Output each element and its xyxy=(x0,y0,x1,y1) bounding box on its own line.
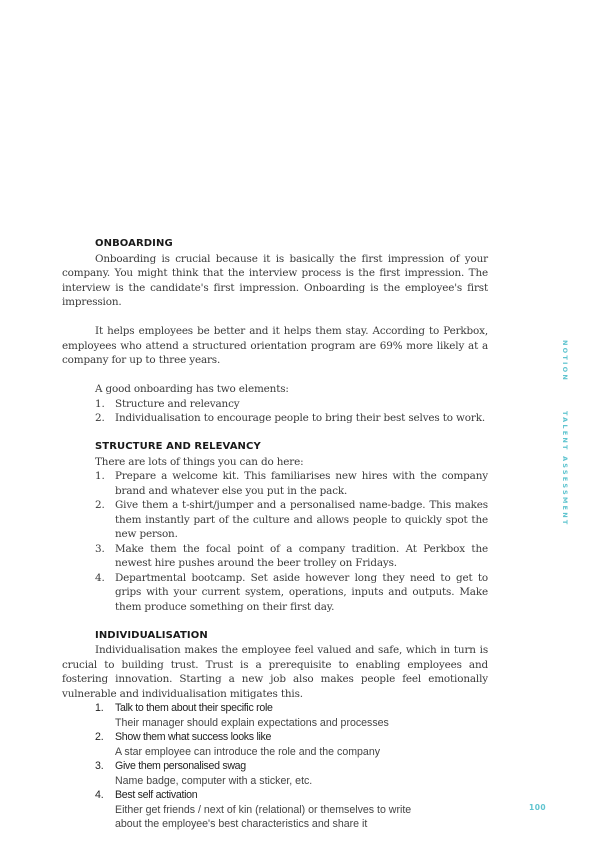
onboarding-heading: ONBOARDING xyxy=(95,238,173,249)
list-title: Talk to them about their specific role xyxy=(115,702,273,714)
list-number: 1. xyxy=(95,470,105,482)
list-item xyxy=(62,498,488,542)
list-description-continued: about the employee's best characteristics and share it xyxy=(115,818,368,830)
onboarding-intro: A good onboarding has two elements: xyxy=(95,383,289,395)
onboarding-paragraph-1: Onboarding is crucial because it is basically the first impression of your company. You might think that the interview process is the first impression. The interview is the candidate's first impression. Onboarding is the employee's first impression. xyxy=(62,252,488,308)
individualisation-paragraph: Individualisation makes the employee feel valued and safe, which in turn is crucial to building trust. Trust is a prerequisite to enabling employees and fostering innovation. Starting a new job also makes people feel emotionally vulnerable and individualisation mitigates this. xyxy=(62,644,488,700)
sidebar-brand-label: NOTION xyxy=(561,340,569,382)
list-description: A star employee can introduce the role and the company xyxy=(115,745,381,758)
list-number: 4. xyxy=(95,789,104,801)
onboarding-paragraph-2: It helps employees be better and it helps them stay. According to Perkbox, employees who attend a structured orientation program are 69% more likely at a company for up to three years. xyxy=(62,325,488,366)
list-number: 2. xyxy=(95,499,105,511)
page-content xyxy=(62,237,488,832)
structure-heading: STRUCTURE AND RELEVANCY xyxy=(95,441,261,452)
list-text: Make them the focal point of a company tradition. At Perkbox the newest hire pushes around the beer trolley on Fridays. xyxy=(115,542,488,569)
list-text: Structure and relevancy xyxy=(115,397,240,410)
list-item xyxy=(62,730,488,759)
list-item xyxy=(62,571,488,615)
list-number: 2. xyxy=(95,731,104,743)
list-text: Give them a t-shirt/jumper and a personalised name-badge. This makes them instantly part of the culture and allows people to quickly spot the new person. xyxy=(115,499,488,540)
list-item xyxy=(62,542,488,571)
list-number: 4. xyxy=(95,571,105,584)
list-number: 2. xyxy=(95,412,105,424)
list-description: Either get friends / next of kin (relational) or themselves to write xyxy=(115,803,412,816)
list-number: 1. xyxy=(95,397,105,410)
list-title: Show them what success looks like xyxy=(115,731,272,743)
list-description: Name badge, computer with a sticker, etc. xyxy=(115,774,313,787)
list-item xyxy=(62,759,488,788)
structure-list xyxy=(62,469,488,614)
list-text: Departmental bootcamp. Set aside however long they need to get to grips with your current system, operations, inputs and outputs. Make them produce something on their first day. xyxy=(115,571,488,613)
list-title: Best self activation xyxy=(115,789,198,801)
list-text: Prepare a welcome kit. This familiarises new hires with the company brand and whatever else you put in the pack. xyxy=(115,470,488,497)
onboarding-elements-list xyxy=(62,397,488,426)
list-text: Individualisation to encourage people to bring their best selves to work. xyxy=(115,412,486,424)
list-number: 3. xyxy=(95,542,105,555)
structure-intro: There are lots of things you can do here: xyxy=(95,455,304,468)
sidebar-section-label: TALENT ASSESSMENT xyxy=(561,411,569,527)
list-item xyxy=(62,701,488,730)
list-number: 3. xyxy=(95,760,104,772)
list-title: Give them personalised swag xyxy=(115,760,246,772)
list-description: Their manager should explain expectations and processes xyxy=(115,716,389,729)
list-item xyxy=(62,469,488,498)
individualisation-list xyxy=(62,701,488,832)
individualisation-heading: INDIVIDUALISATION xyxy=(95,629,208,641)
list-item xyxy=(62,411,488,426)
list-item xyxy=(62,397,488,412)
list-number: 1. xyxy=(95,702,104,714)
page-number: 100 xyxy=(529,803,547,812)
list-item xyxy=(62,788,488,832)
